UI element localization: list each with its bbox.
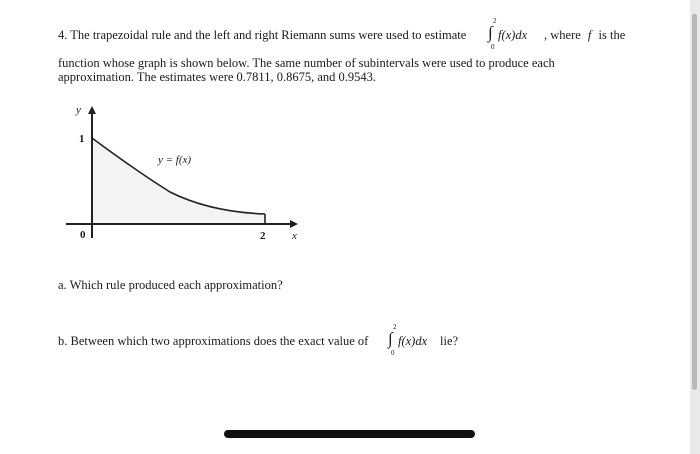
problem-line-3: approximation. The estimates were 0.7811, 0.8675, and 0.9543. bbox=[58, 70, 376, 84]
question-a: a. Which rule produced each approximation? bbox=[58, 278, 283, 292]
integral-upper-limit: 2 bbox=[393, 323, 397, 331]
integral-sign-icon: ∫ bbox=[388, 329, 393, 348]
y-axis-arrow-icon bbox=[88, 106, 96, 114]
question-b bbox=[58, 334, 368, 348]
integral-sign-icon: ∫ bbox=[488, 23, 493, 42]
scrollbar-thumb[interactable] bbox=[692, 14, 697, 390]
origin-label: 0 bbox=[80, 229, 86, 241]
curve-label: y = f(x) bbox=[158, 154, 192, 166]
function-graph bbox=[60, 100, 320, 250]
home-indicator-bar[interactable] bbox=[224, 430, 475, 438]
x-axis-arrow-icon bbox=[290, 220, 298, 228]
integral-lower-limit: 0 bbox=[491, 43, 495, 51]
question-b-end: lie? bbox=[440, 334, 459, 348]
integral-lower-limit: 0 bbox=[391, 349, 395, 357]
x-axis-label: x bbox=[292, 230, 297, 242]
question-b-text: b. Between which two approximations does the exact value of bbox=[58, 334, 369, 348]
graph-shaded-region bbox=[92, 138, 265, 224]
integral-upper-limit: 2 bbox=[493, 17, 497, 25]
problem-line-1 bbox=[58, 28, 466, 42]
problem-line-1-tail: is the bbox=[598, 28, 626, 42]
integral-body: f(x)dx bbox=[398, 334, 428, 348]
problem-line-1-after: , where bbox=[544, 28, 581, 42]
integral-expression-1 bbox=[488, 18, 548, 52]
y-axis-label: y bbox=[76, 104, 81, 116]
problem-line-1-end bbox=[544, 28, 625, 42]
x-tick-label: 2 bbox=[260, 230, 266, 242]
integral-expression-2 bbox=[388, 324, 444, 358]
problem-line-1-text: 4. The trapezoidal rule and the left and right Riemann sums were used to estimate bbox=[58, 28, 467, 42]
integral-body: f(x)dx bbox=[498, 28, 528, 42]
y-tick-label: 1 bbox=[79, 133, 85, 145]
problem-line-1-f: f bbox=[587, 28, 592, 42]
problem-line-2: function whose graph is shown below. The same number of subintervals were used to produce each bbox=[58, 56, 555, 70]
